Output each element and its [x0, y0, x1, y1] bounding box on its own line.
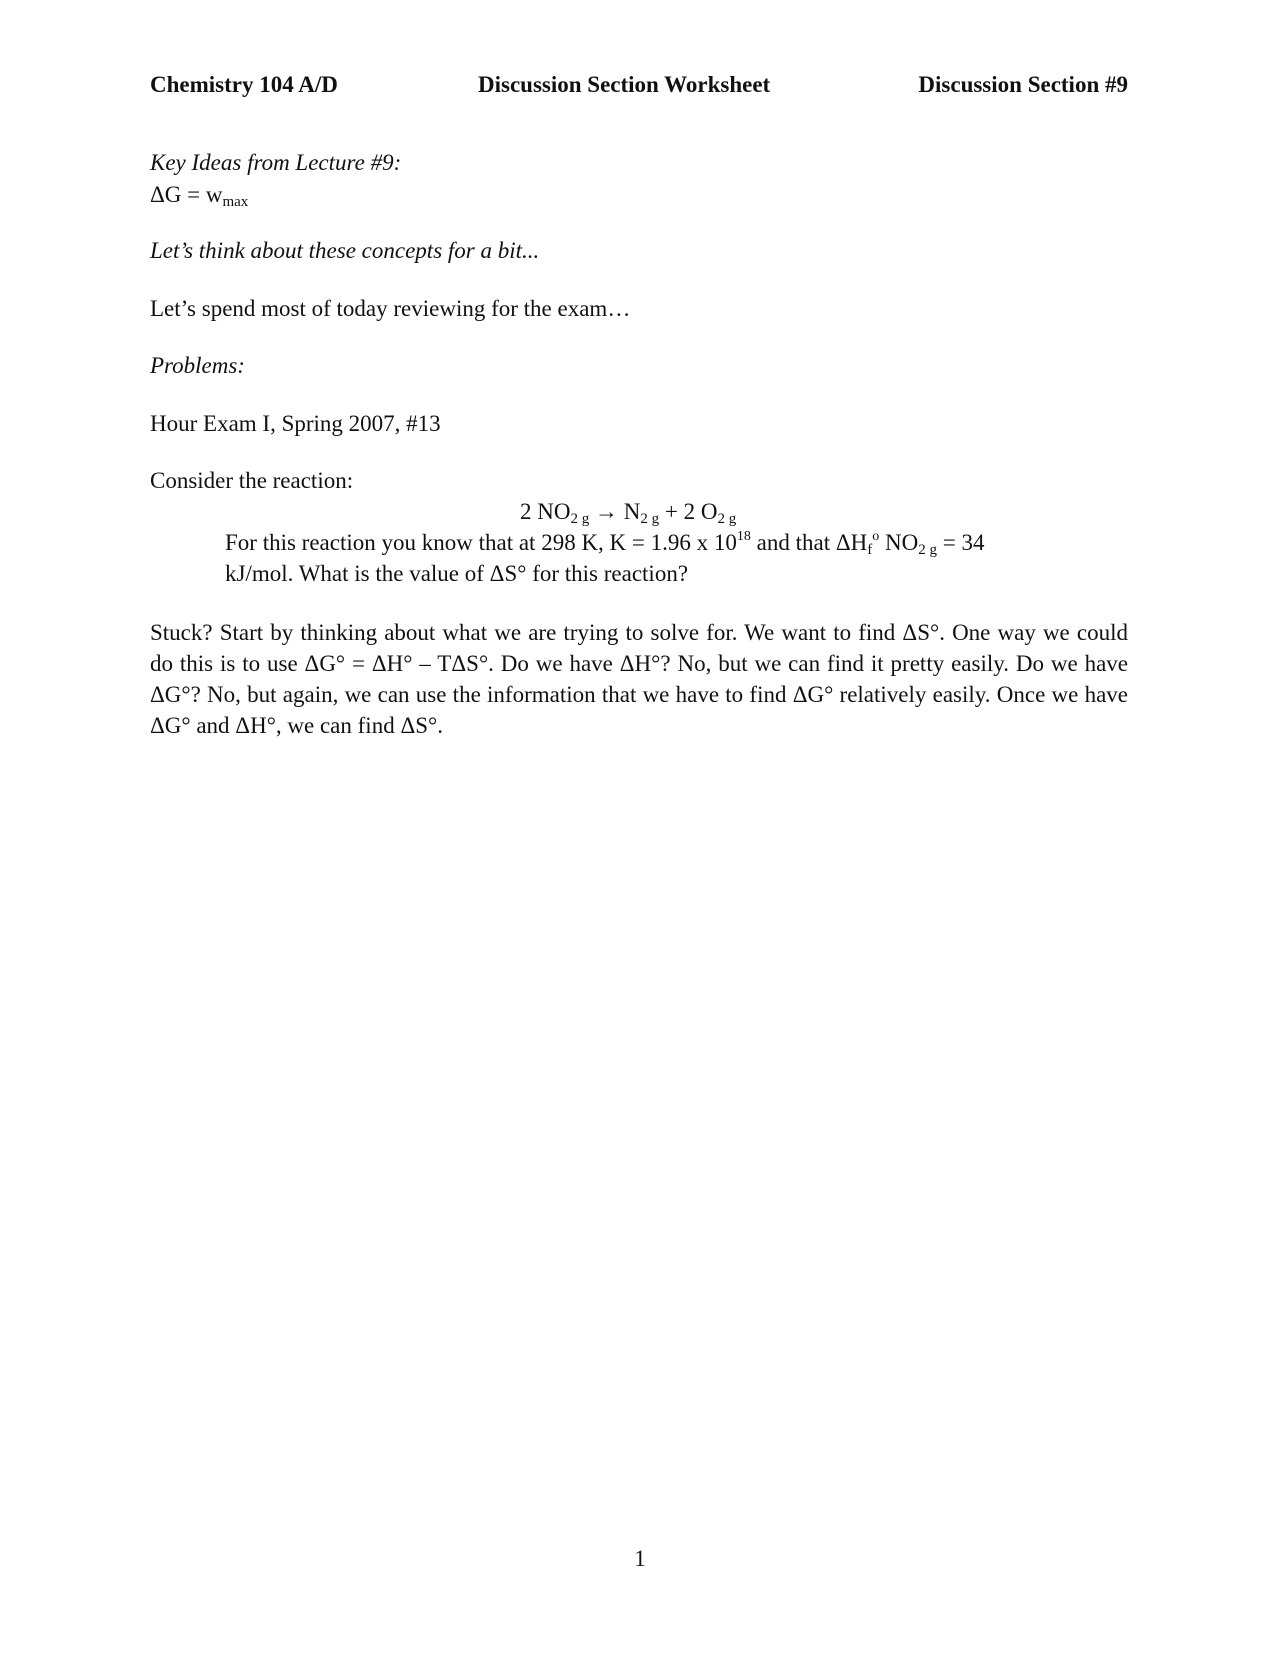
- question-line-1: [225, 530, 984, 556]
- header-title: Discussion Section Worksheet: [478, 72, 771, 97]
- reaction-arrow: → N: [589, 499, 641, 524]
- product2: + 2 O: [659, 499, 718, 524]
- reaction-equation: [520, 499, 736, 525]
- product1-sub: 2 g: [640, 511, 660, 527]
- exponent: 18: [736, 529, 751, 544]
- problems-label: Problems:: [150, 353, 245, 378]
- question-text-d: = 34: [936, 530, 985, 555]
- page-number: 1: [634, 1546, 646, 1571]
- page-header: [150, 72, 1128, 106]
- equation-subscript: max: [222, 194, 249, 210]
- question-line-2: kJ/mol. What is the value of ΔS° for this reaction?: [225, 561, 689, 586]
- reactant-sub: 2 g: [570, 511, 590, 527]
- question-text-b: and that ΔH: [750, 530, 868, 555]
- question-text-a: For this reaction you know that at 298 K, K = 1.96 x 10: [225, 530, 737, 555]
- standard-sup: o: [872, 529, 880, 544]
- review-line: Let’s spend most of today reviewing for the exam…: [150, 296, 631, 321]
- consider-line: Consider the reaction:: [150, 468, 354, 493]
- no2-sub: 2 g: [918, 542, 937, 558]
- product2-sub: 2 g: [717, 511, 737, 527]
- think-line: Let’s think about these concepts for a bit...: [150, 238, 540, 263]
- key-ideas-title: Key Ideas from Lecture #9:: [150, 150, 402, 175]
- formation-sub: f: [867, 542, 873, 558]
- hint-paragraph: Stuck? Start by thinking about what we are trying to solve for. We want to find ΔS°. One way we could do this is to use ΔG° = ΔH° – TΔS°. Do we have ΔH°? No, but we can find it pretty easily. Do we have ΔG°? No, but again, we can use the information that we have to find ΔG° relatively easily. Once we have ΔG° and ΔH°, we can find ΔS°.: [150, 620, 1128, 738]
- question-text-c: NO: [879, 530, 919, 555]
- exam-reference: Hour Exam I, Spring 2007, #13: [150, 411, 441, 436]
- header-course: Chemistry 104 A/D: [150, 72, 338, 97]
- equation-lhs: ΔG = w: [150, 182, 223, 207]
- key-ideas-equation: [150, 182, 248, 208]
- reactant: 2 NO: [520, 499, 571, 524]
- header-section: Discussion Section #9: [918, 72, 1128, 97]
